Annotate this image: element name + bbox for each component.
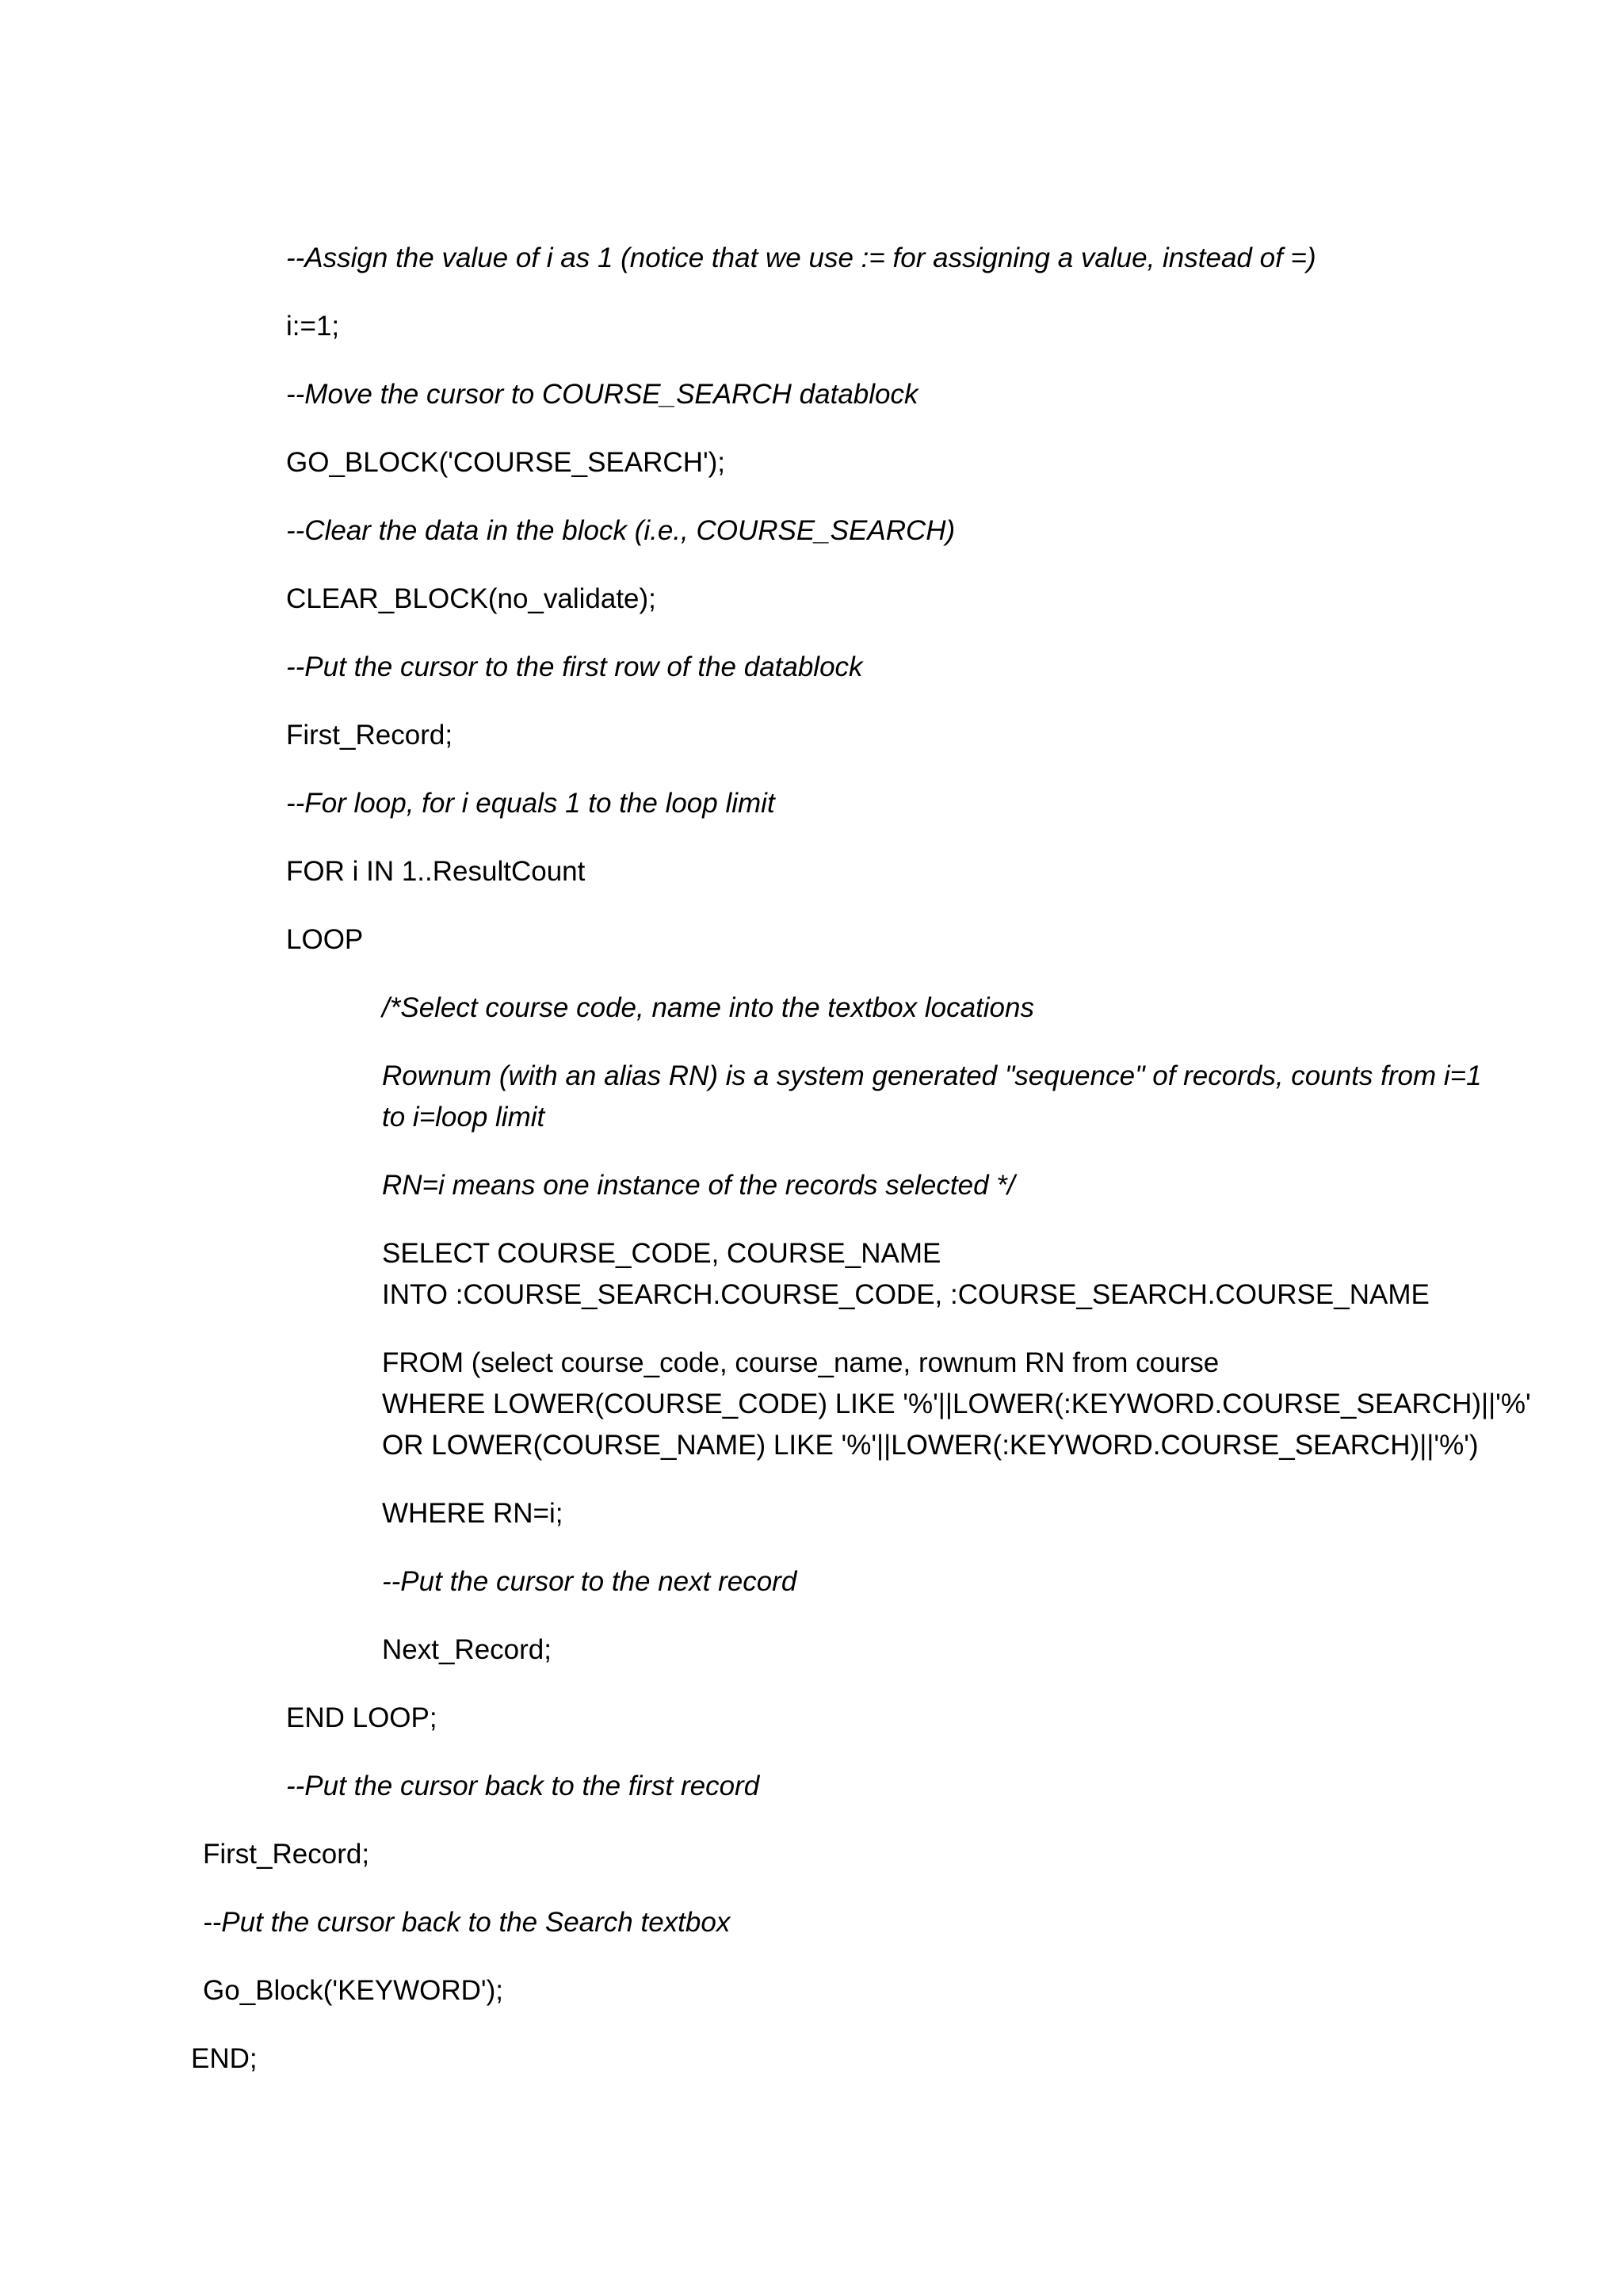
comment-first-row: --Put the cursor to the first row of the datablock bbox=[286, 651, 863, 682]
code-next-record: Next_Record; bbox=[382, 1634, 552, 1665]
comment-select-block-line3: to i=loop limit bbox=[382, 1102, 545, 1133]
code-where-course-code: WHERE LOWER(COURSE_CODE) LIKE '%'||LOWER(:KEYWORD.COURSE_SEARCH)||'%' bbox=[382, 1389, 1531, 1419]
code-from: FROM (select course_code, course_name, rownum RN from course bbox=[382, 1347, 1220, 1378]
comment-select-block-line2: Rownum (with an alias RN) is a system generated "sequence" of records, counts from i=1 bbox=[382, 1060, 1482, 1091]
code-clear-block: CLEAR_BLOCK(no_validate); bbox=[286, 583, 656, 614]
comment-next-record: --Put the cursor to the next record bbox=[382, 1566, 797, 1597]
code-into: INTO :COURSE_SEARCH.COURSE_CODE, :COURSE_SEARCH.COURSE_NAME bbox=[382, 1279, 1430, 1310]
comment-back-search-textbox: --Put the cursor back to the Search textbox bbox=[203, 1907, 731, 1938]
comment-back-first-record: --Put the cursor back to the first record bbox=[286, 1771, 760, 1801]
code-go-block-keyword: Go_Block('KEYWORD'); bbox=[203, 1975, 503, 2006]
code-go-block: GO_BLOCK('COURSE_SEARCH'); bbox=[286, 447, 726, 478]
code-where-rn: WHERE RN=i; bbox=[382, 1498, 563, 1529]
code-end-loop: END LOOP; bbox=[286, 1702, 437, 1733]
comment-clear-block: --Clear the data in the block (i.e., COURSE_SEARCH) bbox=[286, 515, 956, 546]
code-assign-i: i:=1; bbox=[286, 311, 340, 342]
code-or-course-name: OR LOWER(COURSE_NAME) LIKE '%'||LOWER(:KEYWORD.COURSE_SEARCH)||'%') bbox=[382, 1430, 1479, 1461]
code-loop: LOOP bbox=[286, 924, 364, 955]
comment-assign-i: --Assign the value of i as 1 (notice that we use := for assigning a value, instead of =) bbox=[286, 243, 1316, 273]
code-first-record: First_Record; bbox=[286, 720, 453, 751]
comment-for-loop: --For loop, for i equals 1 to the loop limit bbox=[286, 788, 775, 819]
comment-select-block-line1: /*Select course code, name into the textbox locations bbox=[382, 992, 1034, 1023]
code-for-loop: FOR i IN 1..ResultCount bbox=[286, 856, 586, 887]
code-first-record-final: First_Record; bbox=[203, 1839, 370, 1870]
comment-select-block-line4: RN=i means one instance of the records selected */ bbox=[382, 1170, 1015, 1201]
code-end: END; bbox=[191, 2043, 258, 2074]
code-select: SELECT COURSE_CODE, COURSE_NAME bbox=[382, 1238, 941, 1269]
comment-move-cursor: --Move the cursor to COURSE_SEARCH datablock bbox=[286, 379, 918, 410]
